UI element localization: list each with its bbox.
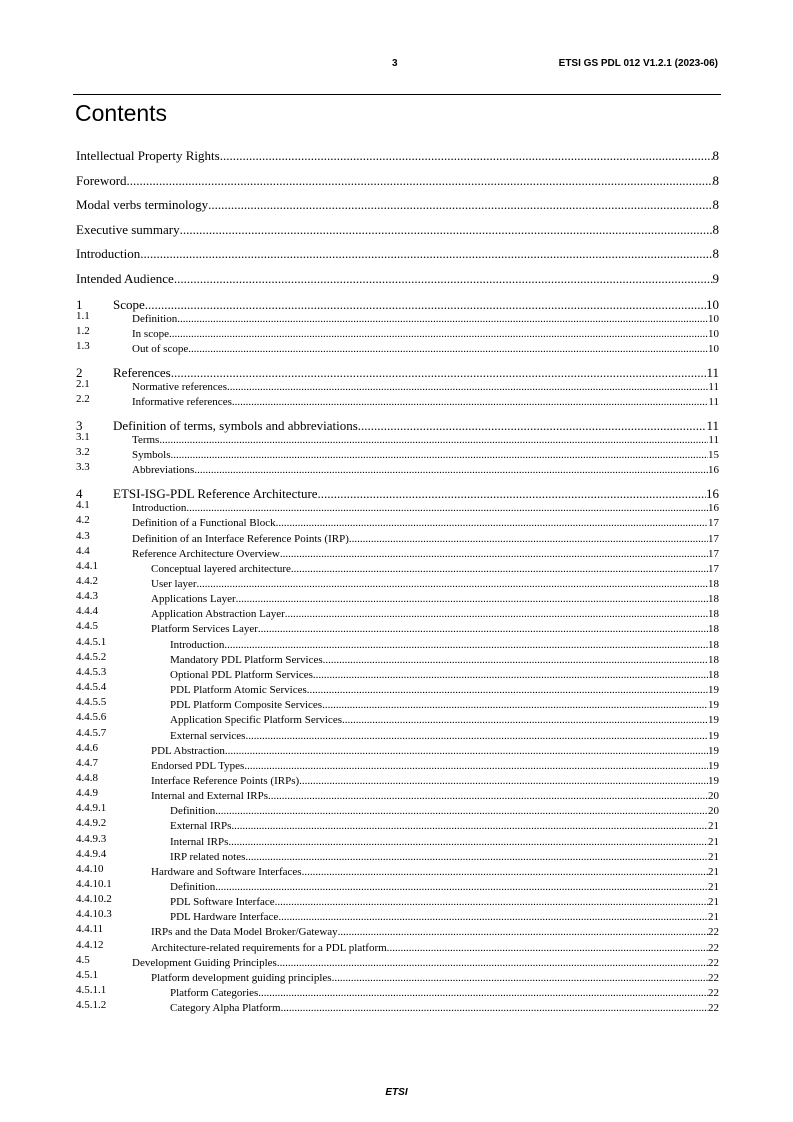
toc-leader-dots	[159, 434, 708, 446]
toc-entry-title: Mandatory PDL Platform Services	[170, 653, 323, 666]
toc-entry-title: Application Specific Platform Services	[170, 714, 342, 727]
toc-entry-page: 22	[708, 926, 719, 939]
toc-entry-number-text: 4.4.5.3	[76, 665, 107, 678]
toc-entry[interactable]	[76, 635, 719, 651]
toc-entry-title: IRPs and the Data Model Broker/Gateway	[151, 926, 338, 939]
toc-entry-number-text: 3.2	[76, 446, 90, 459]
toc-entry-title: Development Guiding Principles	[132, 956, 277, 969]
toc-entry-page: 17	[708, 547, 719, 560]
toc-entry-number-text: 1.2	[76, 324, 90, 337]
toc-entry[interactable]	[76, 847, 719, 863]
toc-leader-dots	[323, 654, 708, 666]
toc-entry-number-text: 4.5	[76, 953, 90, 966]
toc-entry-number-text: 4.4.9.2	[76, 817, 107, 830]
toc-entry[interactable]	[76, 984, 719, 1000]
toc-entry[interactable]	[76, 832, 719, 848]
toc-entry-number-text: 4.4.8	[76, 771, 98, 784]
toc-entry[interactable]	[76, 893, 719, 909]
toc-entry-number-text: 4.4.2	[76, 575, 98, 587]
toc-entry[interactable]	[76, 999, 719, 1015]
toc-leader-dots	[140, 246, 712, 262]
toc-entry-page: 15	[708, 449, 719, 462]
toc-entry[interactable]	[76, 324, 719, 340]
toc-entry-number-text: 4.4.12	[76, 938, 104, 951]
toc-leader-dots	[342, 714, 708, 726]
toc-entry[interactable]	[76, 430, 719, 446]
toc-leader-dots	[332, 972, 708, 984]
page-title: Contents	[75, 100, 168, 126]
toc-entry-title: Terms	[132, 433, 160, 446]
toc-entry-page: 11	[708, 380, 719, 393]
toc-entry-number-text: 4.4	[76, 544, 90, 557]
toc-entry-page: 18	[708, 623, 719, 636]
toc-entry-page: 9	[712, 270, 719, 286]
toc-leader-dots	[208, 197, 712, 213]
toc-entry-title: Conceptual layered architecture	[151, 562, 291, 575]
toc-entry-title: Platform Categories	[170, 987, 259, 1000]
footer-etsi: ETSI	[385, 1087, 408, 1098]
toc-entry-page: 19	[708, 744, 719, 757]
toc-entry-page: 21	[708, 865, 719, 878]
toc-entry-number-text: 4.4.6	[76, 741, 98, 754]
toc-entry-page: 10	[706, 296, 719, 312]
toc-leader-dots	[258, 987, 708, 999]
toc-entry-number-text: 4.4.1	[76, 559, 98, 572]
toc-entry-number-text: 3.3	[76, 461, 90, 474]
toc-entry-number-text: 4.4.5.1	[76, 635, 107, 648]
toc-entry[interactable]	[76, 953, 719, 969]
toc-leader-dots	[281, 1002, 708, 1014]
toc-entry-page: 10	[708, 342, 719, 355]
toc-entry-page: 11	[708, 433, 719, 446]
toc-leader-dots	[291, 563, 708, 575]
toc-entry[interactable]	[76, 148, 719, 164]
toc-entry-page: 18	[708, 638, 719, 651]
toc-leader-dots	[236, 593, 708, 605]
toc-leader-dots	[215, 805, 708, 817]
toc-entry[interactable]	[76, 392, 719, 408]
toc-leader-dots	[220, 148, 713, 164]
toc-entry-title: Introduction	[170, 638, 225, 651]
toc-entry[interactable]	[76, 878, 719, 893]
toc-entry-title: Abbreviations	[132, 464, 195, 477]
toc-entry[interactable]	[76, 529, 719, 545]
toc-entry-title: PDL Hardware Interface	[170, 911, 279, 924]
toc-entry-page: 8	[712, 148, 719, 163]
toc-entry-page: 17	[708, 517, 719, 530]
toc-entry-page: 16	[706, 486, 719, 502]
toc-leader-dots	[245, 851, 708, 863]
toc-entry-title: Definition	[170, 805, 216, 818]
toc-entry[interactable]	[76, 756, 719, 772]
toc-leader-dots	[276, 517, 708, 529]
toc-entry-number-text: 4.4.4	[76, 605, 98, 618]
toc-entry-title: Interface Reference Points (IRPs)	[151, 774, 300, 787]
toc-entry-page: 20	[708, 805, 719, 818]
toc-leader-dots	[231, 820, 708, 832]
toc-entry[interactable]	[76, 802, 719, 818]
toc-leader-dots	[277, 957, 708, 969]
toc-entry[interactable]	[76, 486, 719, 502]
toc-leader-dots	[180, 222, 713, 238]
toc-entry-page: 19	[708, 699, 719, 712]
toc-entry-number: 2	[76, 364, 83, 380]
toc-leader-dots	[171, 365, 707, 381]
toc-entry-page: 21	[708, 850, 719, 863]
toc-entry[interactable]	[76, 544, 719, 560]
toc-leader-dots	[245, 730, 708, 742]
toc-entry-title: Definition	[170, 881, 216, 893]
toc-entry-page: 19	[708, 729, 719, 742]
toc-entry-number-text: 4.4.5	[76, 620, 98, 633]
toc-entry[interactable]	[76, 665, 719, 681]
toc-leader-dots	[169, 328, 708, 340]
toc-entry-title: Internal IRPs	[170, 835, 229, 848]
toc-leader-dots	[278, 911, 708, 923]
toc-entry[interactable]	[76, 711, 719, 727]
toc-entry-title: Applications Layer	[151, 593, 236, 606]
toc-entry[interactable]	[76, 741, 719, 757]
toc-leader-dots	[127, 173, 713, 189]
toc-entry[interactable]	[76, 696, 719, 712]
toc-entry-title: Platform Services Layer	[151, 623, 258, 636]
toc-entry-number-text: 4.4.10.1	[76, 878, 112, 890]
toc-leader-dots	[299, 775, 708, 787]
toc-leader-dots	[188, 343, 708, 355]
toc-entry-number-text: 4.4.5.7	[76, 726, 107, 739]
toc-leader-dots	[194, 464, 708, 476]
toc-entry-number-text: 4.4.5.2	[76, 650, 107, 663]
toc-leader-dots	[285, 608, 708, 620]
toc-leader-dots	[275, 896, 708, 908]
toc-entry-title: External IRPs	[170, 820, 232, 833]
toc-leader-dots	[258, 623, 708, 635]
toc-entry-page: 16	[708, 464, 719, 477]
toc-entry-title: Reference Architecture Overview	[132, 547, 280, 560]
toc-entry-title: Definition of an Interface Reference Points (IRP)	[132, 532, 349, 545]
toc-leader-dots	[389, 942, 708, 954]
toc-entry-page: 11	[708, 395, 719, 408]
header-document-id: ETSI GS PDL 012 V1.2.1 (2023-06)	[558, 58, 718, 69]
toc-entry-title: In scope	[132, 327, 169, 340]
toc-entry-title: ETSI-ISG-PDL Reference Architecture	[113, 486, 318, 502]
toc-entry-title: Category Alpha Platform	[170, 1002, 281, 1015]
page-header	[75, 58, 718, 74]
toc-entry[interactable]	[76, 862, 719, 878]
toc-leader-dots	[244, 760, 708, 772]
toc-entry-title: Definition of a Functional Block	[132, 517, 276, 530]
toc-entry-number-text: 4.3	[76, 529, 90, 542]
toc-entry[interactable]	[76, 605, 719, 621]
toc-entry-page: 10	[708, 327, 719, 340]
toc-entry-title: Foreword	[76, 172, 127, 188]
toc-entry-title: Optional PDL Platform Services	[170, 668, 313, 681]
toc-entry-page: 11	[706, 417, 719, 433]
toc-entry-title: User layer	[151, 578, 197, 590]
toc-entry-page: 20	[708, 790, 719, 803]
toc-entry-page: 21	[708, 896, 719, 909]
toc-entry-number-text: 2.1	[76, 377, 90, 390]
toc-entry-number-text: 1.1	[76, 309, 90, 322]
toc-entry-page: 21	[708, 881, 719, 893]
toc-entry-number-text: 3.1	[76, 430, 90, 443]
toc-entry-page: 18	[708, 578, 719, 590]
toc-leader-dots	[280, 548, 708, 560]
toc-entry-page: 19	[708, 774, 719, 787]
toc-entry[interactable]	[76, 197, 719, 213]
toc-entry-page: 22	[708, 941, 719, 954]
toc-entry-title: Modal verbs terminology	[76, 197, 209, 212]
header-rule	[73, 94, 721, 95]
toc-leader-dots	[186, 502, 708, 514]
toc-entry[interactable]	[76, 222, 719, 238]
toc-entry[interactable]	[76, 246, 719, 262]
toc-leader-dots	[197, 578, 708, 590]
toc-leader-dots	[227, 381, 708, 393]
toc-leader-dots	[358, 418, 707, 434]
toc-entry-page: 22	[708, 956, 719, 969]
toc-entry-page: 19	[708, 714, 719, 727]
toc-entry-page: 21	[708, 820, 719, 833]
toc-entry-number-text: 4.4.9.3	[76, 832, 107, 845]
toc-entry-title: Executive summary	[76, 221, 180, 237]
toc-entry[interactable]	[76, 461, 719, 477]
toc-entry-title: Hardware and Software Interfaces	[151, 865, 302, 878]
toc-leader-dots	[302, 866, 708, 878]
toc-entry-number-text: 4.4.5.6	[76, 711, 107, 724]
toc-leader-dots	[215, 881, 708, 893]
toc-leader-dots	[225, 745, 708, 757]
toc-entry-page: 22	[708, 987, 719, 1000]
toc-entry-title: Symbols	[132, 449, 171, 462]
toc-entry-title: Definition	[132, 312, 178, 325]
toc-entry-number: 1	[76, 296, 83, 312]
toc-entry-number-text: 1.3	[76, 339, 90, 352]
toc-entry-number-text: 4.1	[76, 499, 90, 512]
toc-leader-dots	[307, 684, 708, 696]
toc-entry-number-text: 4.4.9.4	[76, 847, 107, 860]
toc-entry[interactable]	[76, 309, 719, 325]
toc-entry-page: 8	[712, 246, 719, 261]
toc-entry-page: 18	[708, 608, 719, 621]
toc-entry-number-text: 4.4.11	[76, 923, 104, 936]
toc-entry-page: 21	[708, 835, 719, 848]
toc-entry-number-text: 4.4.10.3	[76, 908, 112, 921]
toc-entry-title: Definition of terms, symbols and abbreviations	[113, 417, 358, 433]
toc-leader-dots	[349, 533, 708, 545]
toc-leader-dots	[224, 639, 708, 651]
toc-entry-title: Introduction	[132, 502, 187, 515]
toc-entry-page: 16	[708, 502, 719, 515]
toc-leader-dots	[171, 449, 708, 461]
toc-entry-title: External services	[170, 729, 246, 742]
toc-entry[interactable]	[76, 499, 719, 515]
toc-entry[interactable]	[76, 681, 719, 697]
toc-leader-dots	[145, 297, 706, 313]
toc-leader-dots	[228, 836, 708, 848]
toc-entry-title: Intellectual Property Rights	[76, 148, 220, 163]
toc-entry-title: PDL Platform Atomic Services	[170, 684, 307, 697]
toc-entry-title: References	[113, 364, 171, 380]
toc-entry[interactable]	[76, 817, 719, 833]
toc-leader-dots	[318, 486, 706, 502]
toc-entry-page: 22	[708, 1002, 719, 1015]
toc-entry[interactable]	[76, 590, 719, 606]
toc-entry[interactable]	[76, 339, 719, 355]
toc-leader-dots	[268, 790, 708, 802]
toc-entry-number-text: 4.4.5.4	[76, 681, 107, 694]
toc-entry[interactable]	[76, 271, 719, 287]
toc-entry-number-text: 4.2	[76, 514, 90, 527]
toc-entry[interactable]	[76, 514, 719, 530]
toc-entry-title: IRP related notes	[170, 850, 246, 863]
toc-entry[interactable]	[76, 938, 719, 954]
toc-entry[interactable]	[76, 377, 719, 393]
toc-entry[interactable]	[76, 620, 719, 636]
toc-entry-title: PDL Software Interface	[170, 896, 275, 909]
header-page-number: 3	[392, 58, 398, 69]
toc-entry-number-text: 4.4.9	[76, 787, 98, 800]
toc-entry[interactable]	[76, 173, 719, 189]
toc-entry-title: Informative references	[132, 395, 232, 408]
toc-entry-page: 17	[708, 532, 719, 545]
toc-leader-dots	[322, 699, 708, 711]
toc-leader-dots	[177, 313, 708, 325]
toc-entry-page: 22	[708, 971, 719, 984]
toc-entry-page: 17	[708, 562, 719, 575]
toc-entry[interactable]	[76, 575, 719, 590]
toc-entry-page: 11	[706, 364, 719, 380]
toc-entry-title: Platform development guiding principles	[151, 971, 332, 984]
toc-entry-page: 8	[712, 221, 719, 237]
toc-entry-page: 18	[708, 593, 719, 606]
toc-entry-page: 10	[708, 312, 719, 325]
toc-entry-number-text: 4.4.10.2	[76, 893, 112, 906]
toc-entry-title: Out of scope	[132, 342, 189, 355]
toc-entry-title: PDL Abstraction	[151, 744, 225, 757]
toc-entry-page: 8	[712, 197, 719, 212]
toc-entry[interactable]	[76, 726, 719, 742]
toc-entry-page: 19	[708, 684, 719, 697]
toc-entry-page: 18	[708, 668, 719, 681]
toc-entry[interactable]	[76, 968, 719, 984]
toc-entry-title: Normative references	[132, 380, 227, 393]
toc-entry-number: 3	[76, 417, 83, 433]
toc-entry-title: Scope	[113, 296, 145, 312]
toc-leader-dots	[338, 926, 708, 938]
toc-entry-title: Application Abstraction Layer	[151, 608, 285, 621]
toc-entry-number-text: 4.4.10	[76, 862, 104, 875]
toc-entry-page: 18	[708, 653, 719, 666]
toc-entry-number-text: 4.5.1.2	[76, 999, 107, 1012]
toc-entry-page: 19	[708, 759, 719, 772]
toc-entry-title: Internal and External IRPs	[151, 790, 268, 803]
toc-entry-title: Architecture-related requirements for a PDL platform.	[151, 941, 390, 954]
toc-entry-page: 21	[708, 911, 719, 924]
toc-entry-page: 8	[712, 172, 719, 188]
toc-entry-number-text: 4.4.5.5	[76, 696, 107, 709]
toc-entry[interactable]	[76, 771, 719, 787]
toc-entry-title: PDL Platform Composite Services	[170, 699, 323, 712]
toc-entry-number-text: 4.4.3	[76, 590, 98, 603]
toc-entry-number: 4	[76, 486, 83, 502]
toc-entry-number-text: 4.5.1.1	[76, 984, 107, 997]
toc-entry-number-text: 4.5.1	[76, 968, 98, 981]
toc-entry[interactable]	[76, 446, 719, 462]
toc-leader-dots	[313, 669, 708, 681]
toc-entry[interactable]	[76, 908, 719, 924]
toc-entry[interactable]	[76, 418, 719, 434]
toc-entry[interactable]	[76, 365, 719, 381]
toc-entry-number-text: 4.4.7	[76, 756, 98, 769]
toc-leader-dots	[174, 271, 713, 287]
toc-entry[interactable]	[76, 650, 719, 666]
toc-entry[interactable]	[76, 787, 719, 803]
toc-entry-number-text: 4.4.9.1	[76, 802, 107, 815]
toc-entry-title: Introduction	[76, 246, 141, 261]
toc-entry[interactable]	[76, 559, 719, 575]
toc-entry-title: Endorsed PDL Types	[151, 759, 245, 772]
toc-entry[interactable]	[76, 297, 719, 313]
toc-entry-number-text: 2.2	[76, 392, 90, 405]
toc-leader-dots	[232, 396, 709, 408]
toc-entry-title: Intended Audience	[76, 270, 174, 286]
toc-entry[interactable]	[76, 923, 719, 939]
